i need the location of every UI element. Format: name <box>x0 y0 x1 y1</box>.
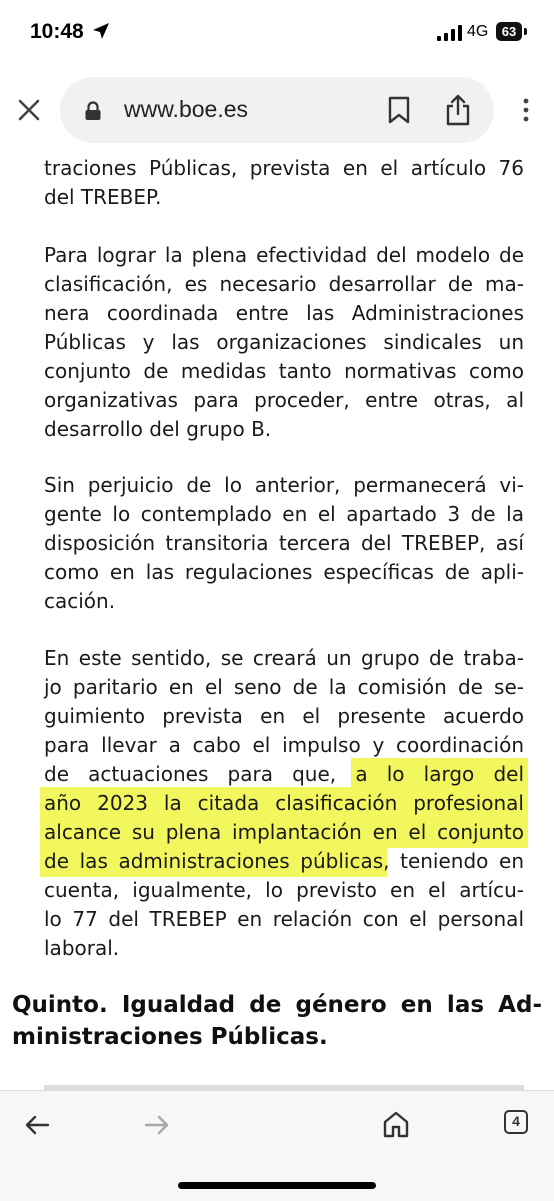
text-line <box>44 789 524 818</box>
section-heading <box>12 989 542 1053</box>
paragraph-0 <box>44 154 524 212</box>
highlighted-text: alcance su plena implantación en el conjunto <box>44 820 524 844</box>
text-line: nera coordinada entre las Administraciones <box>44 301 524 325</box>
url-text[interactable]: www.boe.es <box>124 96 249 122</box>
heading-line: ministraciones Públicas. <box>12 1024 328 1050</box>
paragraph-1 <box>44 241 524 444</box>
tabs-count-button[interactable]: 4 <box>504 1110 528 1134</box>
highlighted-text: a lo largo del <box>355 762 525 786</box>
text-line: Sin perjuicio de lo anterior, permanecerá vi- <box>44 473 524 497</box>
battery-level: 63 <box>496 22 522 41</box>
text-line: jo paritario en el seno de la comisión de se- <box>44 675 524 699</box>
text-line: disposición transitoria tercera del TREBEP, así <box>44 531 524 555</box>
bookmark-icon[interactable] <box>387 96 411 124</box>
text-segment: de actuaciones para que, <box>44 762 356 786</box>
text-line: gente lo contemplado en el apartado 3 de la <box>44 502 524 526</box>
status-bar <box>0 0 554 66</box>
battery-tip <box>524 28 527 35</box>
text-line: laboral. <box>44 936 120 960</box>
status-time: 10:48 <box>30 20 84 43</box>
location-arrow-icon <box>92 22 110 40</box>
text-line: cuenta, igualmente, lo previsto en el artícu- <box>44 878 524 902</box>
home-indicator <box>178 1182 376 1189</box>
text-line <box>44 818 524 847</box>
text-line: En este sentido, se creará un grupo de traba- <box>44 646 524 670</box>
text-line: conjunto de medidas tanto normativas como <box>44 359 524 383</box>
highlighted-text: de las administraciones públicas <box>44 849 384 873</box>
share-icon[interactable] <box>444 94 472 126</box>
close-icon[interactable] <box>14 95 44 125</box>
text-line: como en las regulaciones específicas de apli- <box>44 560 524 584</box>
text-line: clasificación, es necesario desarrollar de ma- <box>44 272 524 296</box>
text-line <box>44 847 524 876</box>
text-line: traciones Públicas, prevista en el artículo 76 <box>44 156 524 180</box>
home-icon[interactable] <box>382 1110 410 1138</box>
forward-arrow-icon[interactable] <box>144 1113 170 1137</box>
text-line: guimiento prevista en el presente acuerdo <box>44 704 524 728</box>
lock-icon <box>84 101 102 121</box>
text-line: cación. <box>44 589 116 613</box>
text-line: Públicas y las organizaciones sindicales un <box>44 330 524 354</box>
paragraph-2 <box>44 471 524 616</box>
heading-line: Quinto. Igualdad de género en las Ad- <box>12 992 542 1018</box>
text-line: para llevar a cabo el impulso y coordinación <box>44 733 524 757</box>
highlighted-text: año 2023 la citada clasificación profesional <box>44 791 524 815</box>
text-line: organizativas para proceder, entre otras, al <box>44 388 524 412</box>
text-line: del TREBEP. <box>44 185 162 209</box>
text-line: lo 77 del TREBEP en relación con el personal <box>44 907 524 931</box>
network-type: 4G <box>467 23 489 40</box>
more-vertical-icon[interactable] <box>514 96 538 124</box>
text-line: desarrollo del grupo B. <box>44 417 272 441</box>
text-line: Para lograr la plena efectividad del modelo de <box>44 243 524 267</box>
back-arrow-icon[interactable] <box>24 1113 50 1137</box>
paragraph-3 <box>44 644 524 963</box>
text-segment: , teniendo en <box>383 849 525 873</box>
text-line <box>44 760 524 789</box>
article-content <box>0 145 554 1095</box>
signal-bars-icon <box>437 25 463 41</box>
